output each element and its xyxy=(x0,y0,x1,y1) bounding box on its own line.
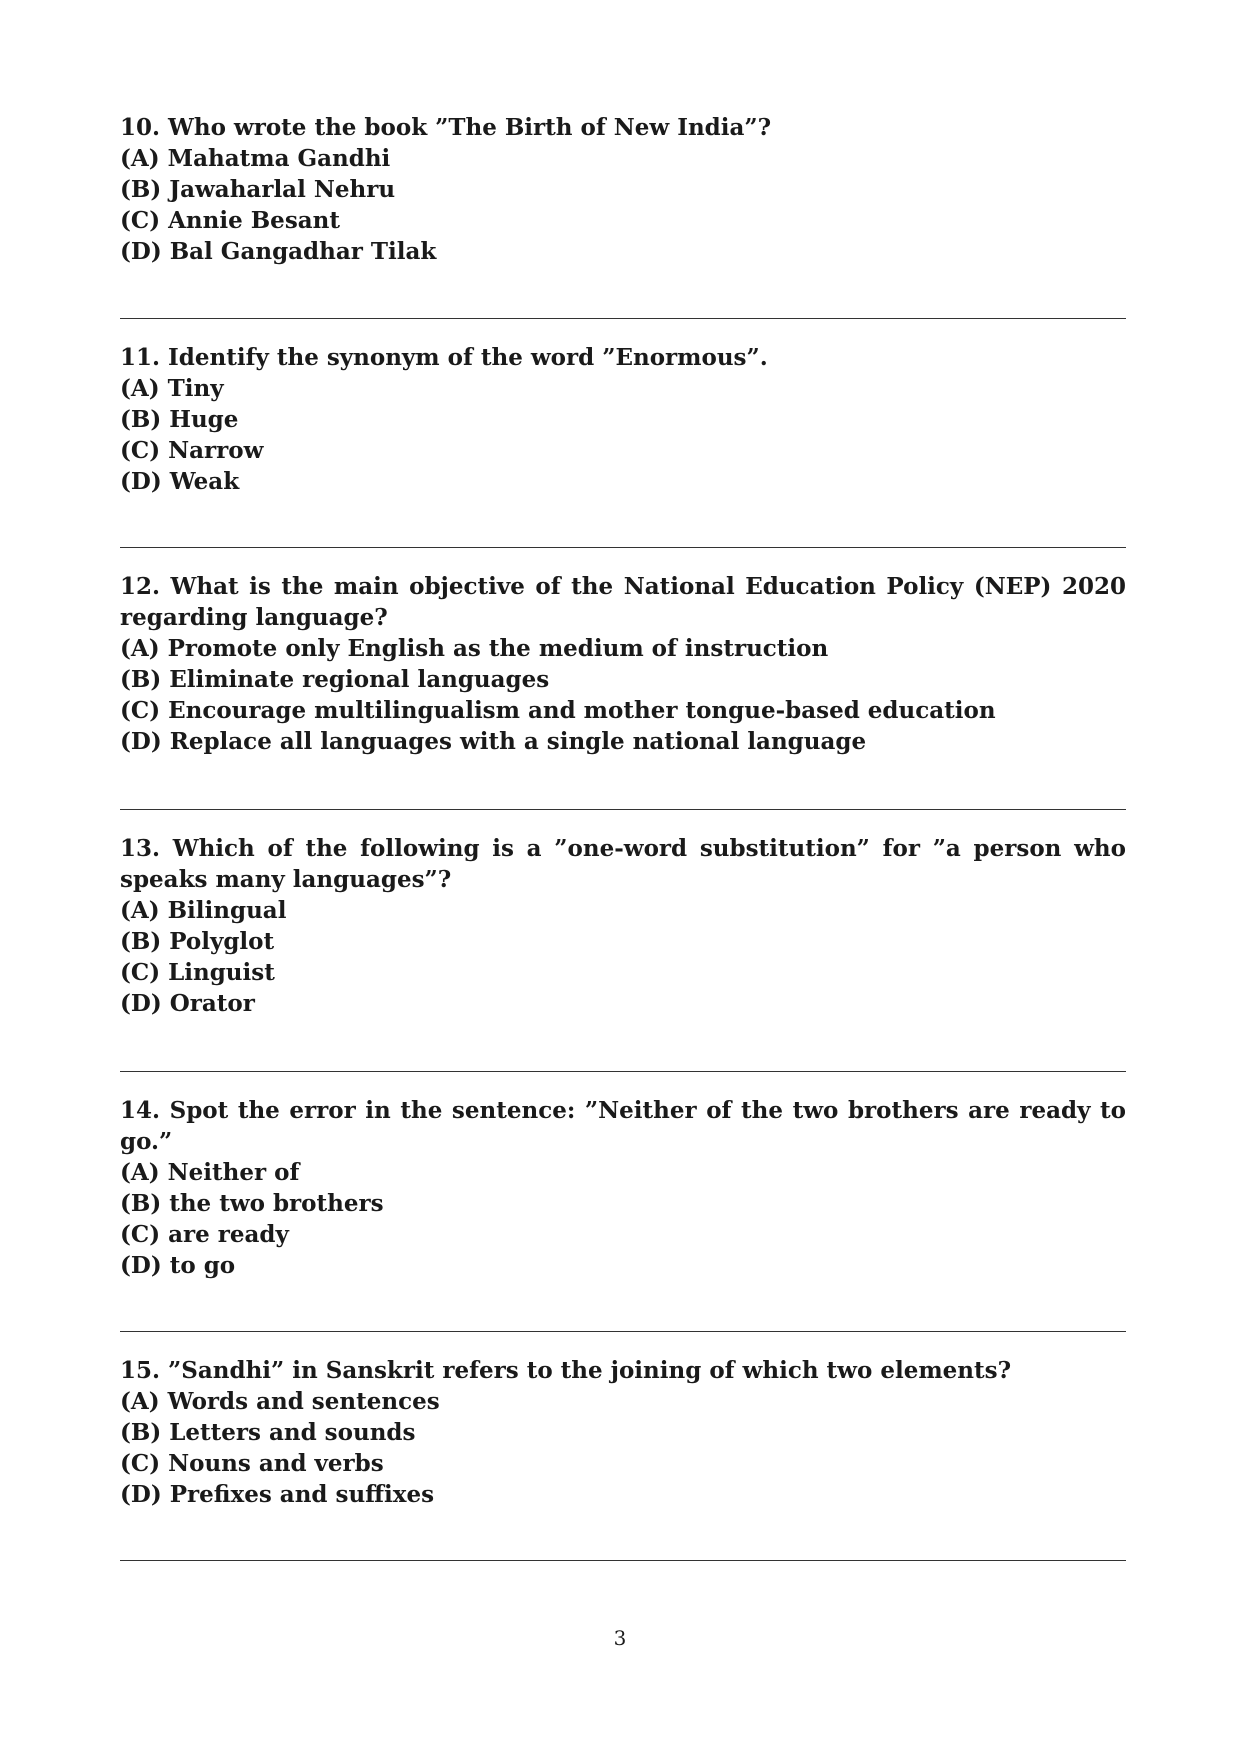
option-a: (A) Tiny xyxy=(120,375,224,402)
option-d: (D) Weak xyxy=(120,468,240,495)
question-text: 10. Who wrote the book ”The Birth of New India”? xyxy=(120,114,772,141)
option-d: (D) Bal Gangadhar Tilak xyxy=(120,238,437,265)
question-11 xyxy=(120,342,1126,497)
option-a: (A) Words and sentences xyxy=(120,1388,440,1415)
option-b: (B) Jawaharlal Nehru xyxy=(120,176,396,203)
option-b: (B) the two brothers xyxy=(120,1190,384,1217)
option-c: (C) Linguist xyxy=(120,959,275,986)
option-list xyxy=(120,1157,1126,1281)
option-b: (B) Huge xyxy=(120,406,239,433)
option-c: (C) Annie Besant xyxy=(120,207,341,234)
option-d: (D) Prefixes and suffixes xyxy=(120,1481,435,1508)
question-text: 15. ”Sandhi” in Sanskrit refers to the joining of which two elements? xyxy=(120,1357,1012,1384)
option-c: (C) Nouns and verbs xyxy=(120,1450,384,1477)
option-c: (C) are ready xyxy=(120,1221,289,1248)
option-b: (B) Letters and sounds xyxy=(120,1419,416,1446)
question-10 xyxy=(120,112,1126,267)
question-text: 11. Identify the synonym of the word ”Enormous”. xyxy=(120,344,768,371)
option-a: (A) Mahatma Gandhi xyxy=(120,145,391,172)
option-c: (C) Narrow xyxy=(120,437,264,464)
option-list xyxy=(120,895,1126,1019)
option-list xyxy=(120,633,1126,757)
option-a: (A) Bilingual xyxy=(120,897,287,924)
question-text: 13. Which of the following is a ”one-word substitution” for ”a person who speaks many languages”? xyxy=(120,835,1126,893)
question-text: 14. Spot the error in the sentence: ”Neither of the two brothers are ready to go.” xyxy=(120,1097,1126,1155)
option-d: (D) Orator xyxy=(120,990,255,1017)
option-b: (B) Polyglot xyxy=(120,928,275,955)
option-a: (A) Neither of xyxy=(120,1159,300,1186)
question-15 xyxy=(120,1355,1126,1510)
question-12 xyxy=(120,571,1126,757)
question-page xyxy=(120,112,1126,1561)
question-text: 12. What is the main objective of the National Education Policy (NEP) 2020 regarding language? xyxy=(120,573,1126,631)
question-14 xyxy=(120,1095,1126,1281)
page-number: 3 xyxy=(613,1626,627,1650)
option-d: (D) to go xyxy=(120,1252,236,1279)
option-list xyxy=(120,1386,1126,1510)
option-list xyxy=(120,373,1126,497)
divider xyxy=(120,1560,1126,1561)
question-13 xyxy=(120,833,1126,1019)
option-c: (C) Encourage multilingualism and mother tongue-based education xyxy=(120,697,996,724)
option-list xyxy=(120,143,1126,267)
option-d: (D) Replace all languages with a single national language xyxy=(120,728,867,755)
option-a: (A) Promote only English as the medium of instruction xyxy=(120,635,829,662)
option-b: (B) Eliminate regional languages xyxy=(120,666,550,693)
